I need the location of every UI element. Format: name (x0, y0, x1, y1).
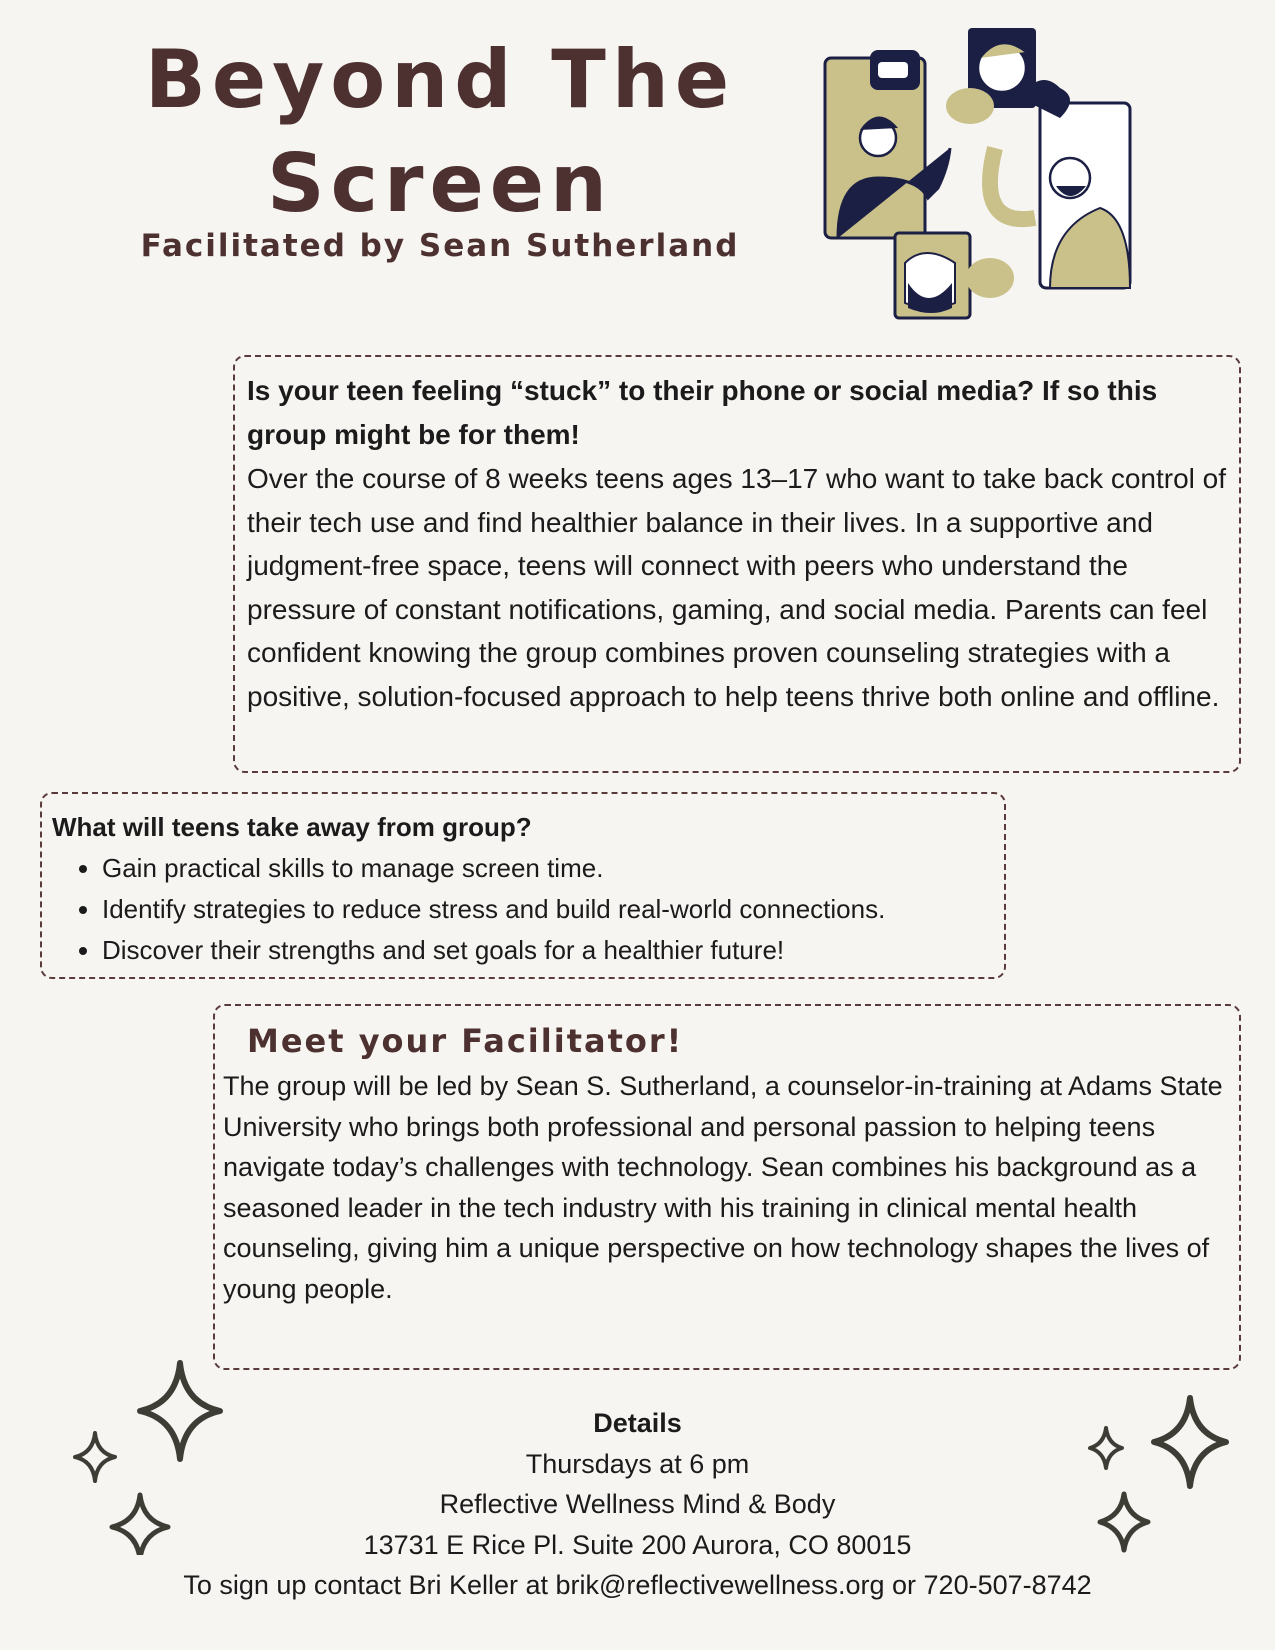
intro-lead: Is your teen feeling “stuck” to their phone or social media? If so this group might be for them! (247, 375, 1158, 450)
intro-box (233, 355, 1241, 773)
page-title (130, 28, 750, 236)
title-line-2: Screen (267, 137, 613, 230)
right-phone-screen (990, 80, 1130, 288)
list-item: • Gain practical skills to manage screen time. (102, 848, 994, 889)
title-line-1: Beyond The (144, 33, 736, 126)
facilitator-subtitle: Facilitated by Sean Sutherland (140, 228, 740, 264)
list-item: • Discover their strengths and set goals for a healthier future! (102, 930, 994, 971)
details-venue: Reflective Wellness Mind & Body (439, 1489, 836, 1519)
facilitator-box (213, 1004, 1241, 1370)
takeaways-box (40, 792, 1006, 979)
details-heading: Details (593, 1408, 682, 1438)
details-time: Thursdays at 6 pm (525, 1448, 750, 1479)
takeaways-heading: What will teens take away from group? (52, 812, 532, 842)
details-section (80, 1403, 1195, 1606)
details-contact: To sign up contact Bri Keller at brik@reflectivewellness.org or 720-507-8742 (183, 1570, 1092, 1600)
details-address: 13731 E Rice Pl. Suite 200 Aurora, CO 80015 (363, 1529, 912, 1560)
video-chat-illustration (820, 18, 1160, 338)
facilitator-body: The group will be led by Sean S. Sutherland, a counselor-in-training at Adams State University who brings both professional and personal passion to helping teens navigate today’s challenges with technology. Sean combines his background as a seasoned leader in the tech industry with his training in clinical mental health counseling, giving him a unique perspective on how technology shapes the lives of young people. (223, 1071, 1223, 1304)
facilitator-heading: Meet your Facilitator! (247, 1022, 684, 1060)
left-phone-screen (825, 50, 950, 238)
bottom-screen-person (895, 233, 970, 318)
list-item: • Identify strategies to reduce stress and build real-world connections. (102, 889, 994, 930)
takeaways-list (52, 848, 994, 971)
intro-body: Over the course of 8 weeks teens ages 13–17 who want to take back control of their tech use and find healthier balance in their lives. In a supportive and judgment-free space, teens will connect with peers who understand the pressure of constant notifications, gaming, and social media. Parents can feel confident knowing the group combines proven counseling strategies with a positive, solution-focused approach to help teens thrive both online and offline. (247, 463, 1227, 712)
